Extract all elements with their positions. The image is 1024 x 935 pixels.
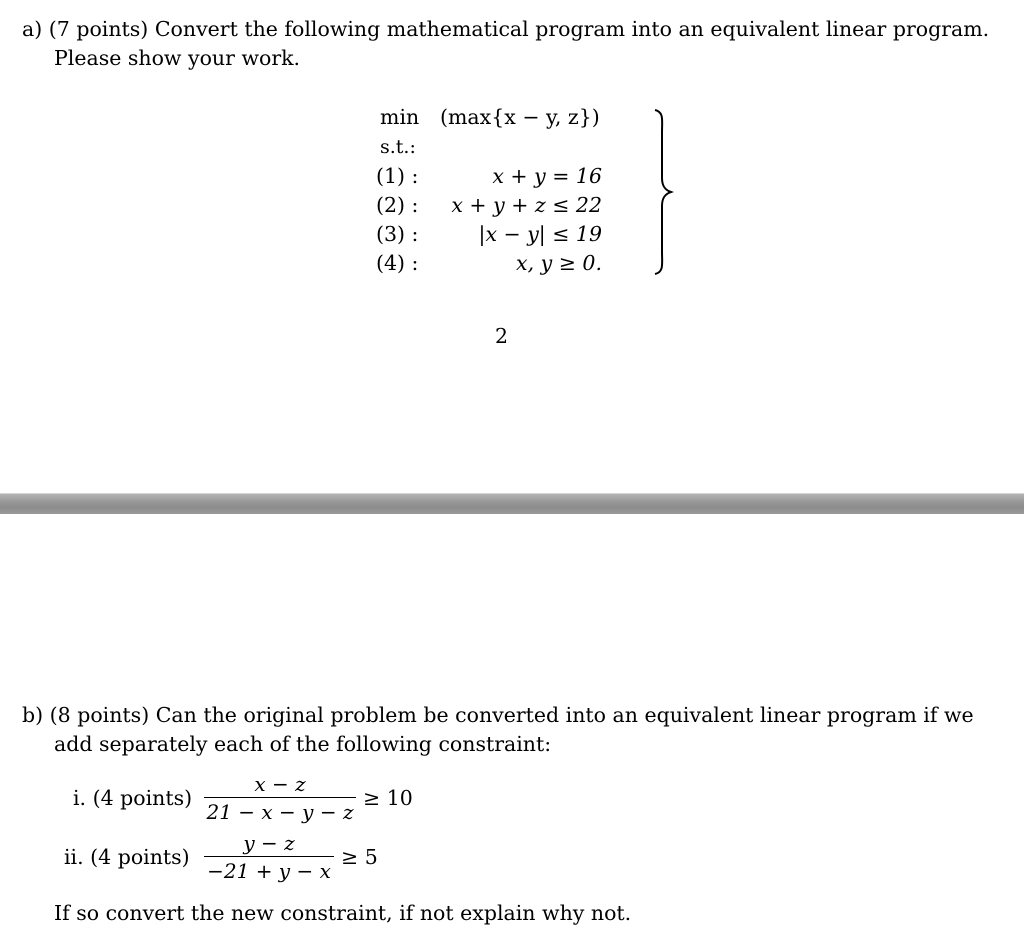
constraint-3-label: (3) : xyxy=(376,222,419,246)
constraint-4-label: (4) : xyxy=(376,251,419,275)
constraint-2-expr: x + y + z ≤ 22 xyxy=(451,193,602,217)
page-divider xyxy=(0,493,1024,514)
item-ii-fraction xyxy=(204,831,334,883)
part-a-label: a) xyxy=(22,17,43,41)
part-b-line1: Can the original problem be converted into an equivalent linear program if we xyxy=(155,703,974,727)
fraction-bar xyxy=(204,856,334,857)
page-divider-highlight xyxy=(0,493,1024,494)
constraint-3-expr: |x − y| ≤ 19 xyxy=(478,222,602,246)
part-b-label: b) xyxy=(22,703,44,727)
item-i-numerator: x − z xyxy=(254,772,306,796)
part-b-closing: If so convert the new constraint, if not explain why not. xyxy=(54,901,632,925)
objective-expression: (max{x − y, z}) xyxy=(440,105,600,129)
constraint-1-label: (1) : xyxy=(376,164,419,188)
objective-label: min xyxy=(380,105,420,129)
item-ii-numerator: y − z xyxy=(243,831,295,855)
item-i-denominator: 21 − x − y − z xyxy=(206,800,354,825)
part-a-heading xyxy=(22,15,989,43)
part-a-points: (7 points) xyxy=(48,17,149,41)
constraint-2-label: (2) : xyxy=(376,193,419,217)
part-a-line2: Please show your work. xyxy=(54,46,301,70)
item-i-relation: ≥ 10 xyxy=(363,786,413,810)
item-ii-denominator: −21 + y − x xyxy=(207,859,331,884)
item-ii-label: ii. (4 points) xyxy=(64,845,190,869)
part-b-heading xyxy=(22,701,974,729)
constraint-1-expr: x + y = 16 xyxy=(492,164,602,188)
right-brace-icon xyxy=(652,108,674,276)
item-i-label: i. (4 points) xyxy=(73,786,193,810)
item-i-fraction xyxy=(204,772,356,824)
fraction-bar xyxy=(204,797,356,798)
item-ii-relation: ≥ 5 xyxy=(341,845,378,869)
subject-to-label: s.t.: xyxy=(380,136,416,158)
part-a-line1: Convert the following mathematical program into an equivalent linear program. xyxy=(154,17,990,41)
part-b-line2: add separately each of the following constraint: xyxy=(54,732,552,756)
page-number: 2 xyxy=(495,324,509,348)
constraint-4-expr: x, y ≥ 0. xyxy=(516,251,602,275)
part-b-points: (8 points) xyxy=(49,703,150,727)
